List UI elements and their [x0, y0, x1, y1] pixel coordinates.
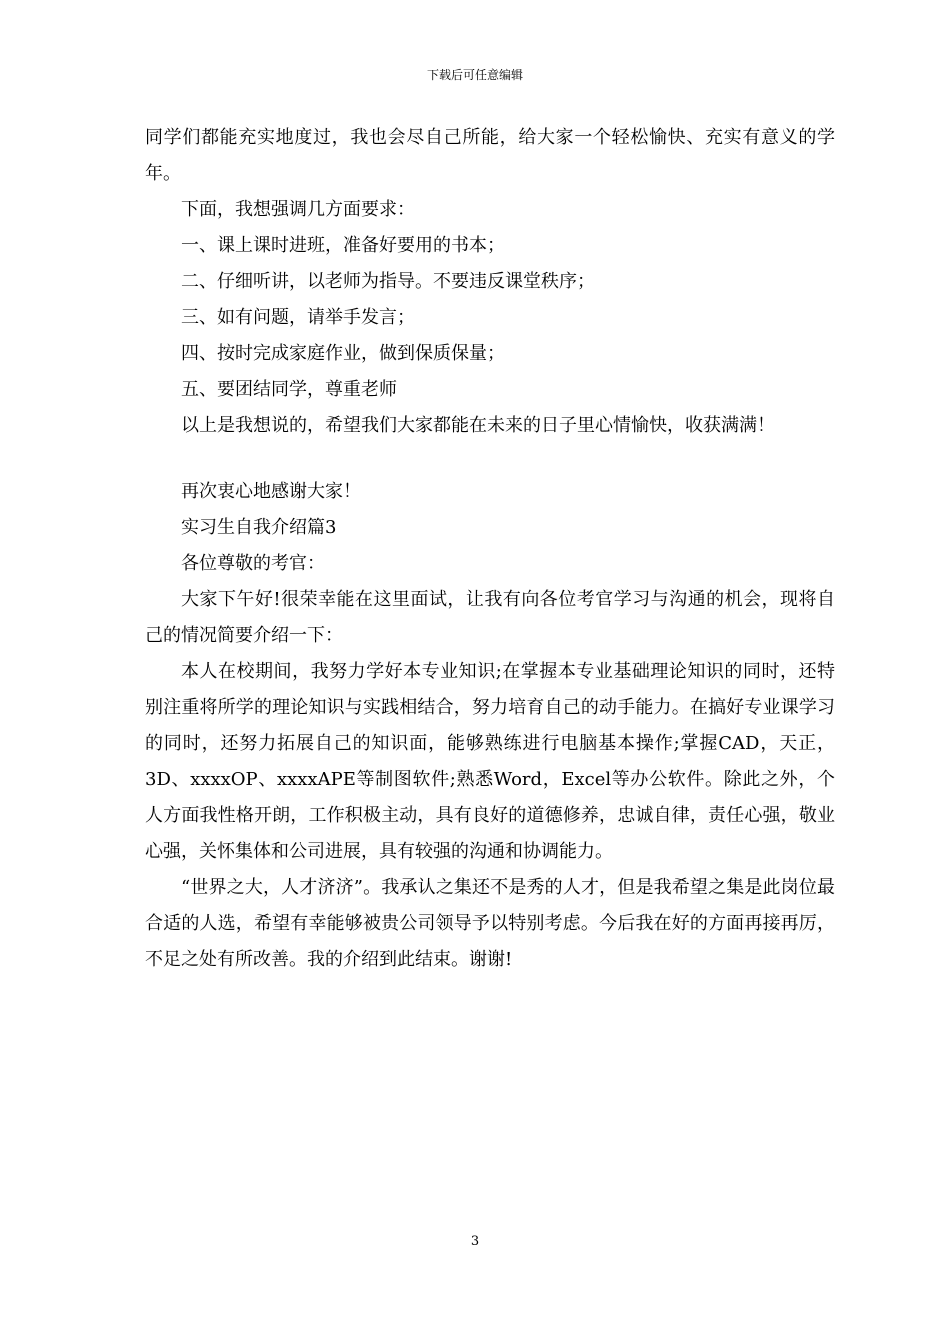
list-item-2: 二、仔细听讲，以老师为指导。不要违反课堂秩序；	[181, 271, 595, 292]
list-item-5: 五、要团结同学，尊重老师	[181, 379, 397, 400]
section-title: 实习生自我介绍篇3	[181, 517, 337, 538]
page-header: 下载后可任意编辑	[426, 68, 523, 82]
list-item-3: 三、如有问题，请举手发言；	[181, 307, 415, 328]
paragraph-requirements-intro: 下面，我想强调几方面要求：	[181, 199, 415, 220]
page-number: 3	[470, 1234, 480, 1249]
paragraph-conclusion: “世界之大，人才济济”。我承认之集还不是秀的人才，但是我希望之集是此岗位最合适的人选，希望有幸能够被贵公司领导予以特别考虑。今后我在好的方面再接再厉，不足之处有所改善。我的介绍到此结束。谢谢!	[145, 877, 835, 970]
paragraph-self-intro: 本人在校期间，我努力学好本专业知识;在掌握本专业基础理论知识的同时，还特别注重将所学的理论知识与实践相结合，努力培育自己的动手能力。在搞好专业课学习的同时，还努力拓展自己的知识面，能够熟练进行电脑基本操作;掌握CAD，天正，3D、xxxxOP、xxxxAPE等制图软件;熟悉Word，Excel等办公软件。除此之外，个人方面我性格开朗，工作积极主动，具有良好的道德修养，忠诚自律，责任心强，敬业心强，关怀集体和公司进展，具有较强的沟通和协调能力。	[145, 661, 835, 862]
salutation: 各位尊敬的考官：	[181, 553, 325, 574]
paragraph-continuation: 同学们都能充实地度过，我也会尽自己所能，给大家一个轻松愉快、充实有意义的学年。	[145, 127, 835, 184]
list-item-4: 四、按时完成家庭作业，做到保质保量；	[181, 343, 505, 364]
paragraph-greeting: 大家下午好!很荣幸能在这里面试，让我有向各位考官学习与沟通的机会，现将自己的情况简要介绍一下：	[145, 589, 835, 646]
spacer	[145, 444, 835, 474]
paragraph-closing-wish: 以上是我想说的，希望我们大家都能在未来的日子里心情愉快，收获满满！	[181, 415, 775, 436]
list-item-1: 一、课上课时进班，准备好要用的书本；	[181, 235, 505, 256]
paragraph-thanks: 再次衷心地感谢大家！	[181, 481, 361, 502]
document-body	[145, 120, 835, 978]
